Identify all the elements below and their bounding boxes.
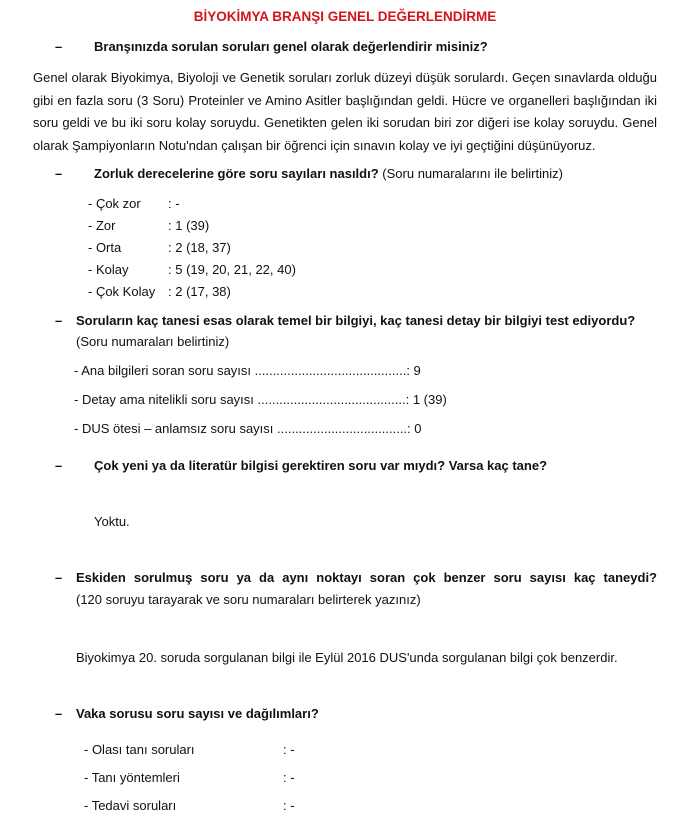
difficulty-row [88, 284, 231, 299]
difficulty-label: - Çok Kolay [88, 284, 156, 299]
case-row [84, 770, 295, 785]
difficulty-value: : 5 (19, 20, 21, 22, 40) [168, 262, 296, 277]
knowledge-row: - Detay ama nitelikli soru sayısı .........................................: 1 (39) [74, 392, 447, 407]
difficulty-value: : 2 (18, 37) [168, 240, 231, 255]
page-title: BİYOKİMYA BRANŞI GENEL DEĞERLENDİRME [193, 9, 497, 24]
knowledge-row: - Ana bilgileri soran soru sayısı ..........................................: 9 [74, 363, 421, 378]
question-2-line [94, 166, 563, 181]
knowledge-row: - DUS ötesi – anlamsız soru sayısı ....................................: 0 [74, 421, 422, 436]
bullet-dash: – [55, 458, 63, 473]
difficulty-row [88, 218, 209, 233]
answer-1: Genel olarak Biyokimya, Biyoloji ve Genetik soruları zorluk düzeyi düşük sorulardı. Geçen sınavlarda olduğu gibi en fazla soru (3 Soru) Proteinler ve Amino Asitler başlığından geldi. Hücre ve organelleri başlığından iki soru geldi ve bu iki soru kolay soruydu. Genetikten gelen iki sorudan biri zor diğeri ise kolay soruydu. Genel olarak Şampiyonların Notu'ndan çalışan bir öğrenci için sınavın kolay ve iyi geçtiğini düşünüyoruz. [33, 70, 657, 153]
difficulty-row [88, 240, 231, 255]
difficulty-value: : - [168, 196, 180, 211]
case-row [84, 798, 295, 813]
difficulty-row [88, 196, 180, 211]
bullet-dash: – [55, 39, 63, 54]
difficulty-row [88, 262, 296, 277]
case-label: - Tanı yöntemleri [84, 770, 180, 785]
case-row [84, 742, 295, 757]
difficulty-label: - Zor [88, 218, 116, 233]
question-4: Çok yeni ya da literatür bilgisi gerektiren soru var mıydı? Varsa kaç tane? [94, 458, 548, 473]
question-1: Branşınızda sorulan soruları genel olarak değerlendirir misiniz? [94, 39, 488, 54]
difficulty-label: - Kolay [88, 262, 129, 277]
bullet-dash: – [55, 706, 63, 721]
question-3: Soruların kaç tanesi esas olarak temel bir bilgiyi, kaç tanesi detay bir bilgiyi test ediyordu? [76, 313, 636, 328]
bullet-dash: – [55, 570, 63, 585]
case-value: : - [283, 742, 295, 757]
question-2-note: (Soru numaralarını ile belirtiniz) [382, 166, 563, 181]
answer-5: Biyokimya 20. soruda sorgulanan bilgi ile Eylül 2016 DUS'unda sorgulanan bilgi çok benzerdir. [76, 650, 618, 665]
difficulty-label: - Orta [88, 240, 122, 255]
case-label: - Olası tanı soruları [84, 742, 195, 757]
difficulty-value: : 2 (17, 38) [168, 284, 231, 299]
question-6: Vaka sorusu soru sayısı ve dağılımları? [76, 706, 319, 721]
bullet-dash: – [55, 313, 63, 328]
difficulty-label: - Çok zor [88, 196, 141, 211]
case-value: : - [283, 770, 295, 785]
case-label: - Tedavi soruları [84, 798, 177, 813]
answer-4: Yoktu. [94, 514, 130, 529]
difficulty-value: : 1 (39) [168, 218, 210, 233]
question-5: Eskiden sorulmuş soru ya da aynı noktayı soran çok benzer soru sayısı kaç taneydi? [76, 570, 657, 585]
question-2: Zorluk derecelerine göre soru sayıları nasıldı? [94, 166, 379, 181]
question-5-note: (120 soruyu tarayarak ve soru numaraları belirterek yazınız) [76, 592, 421, 607]
bullet-dash: – [55, 166, 63, 181]
question-3-note: (Soru numaraları belirtiniz) [76, 334, 230, 349]
case-value: : - [283, 798, 295, 813]
